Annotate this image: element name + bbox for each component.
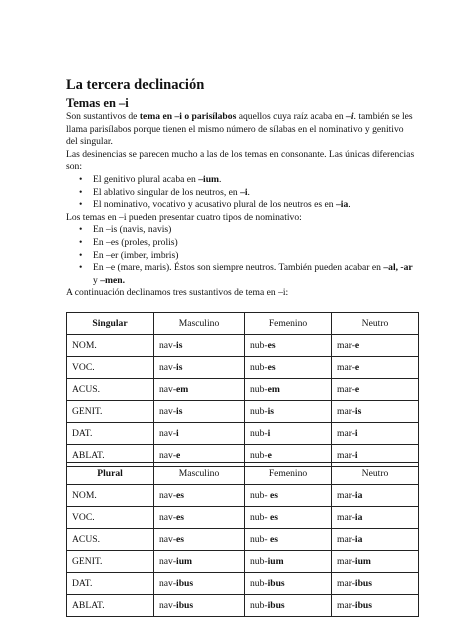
form-cell [245,335,332,357]
stem-text: nub- [250,406,268,417]
stem-text: mar- [337,340,355,351]
ending-text: es [267,362,276,373]
column-header: Neutro [332,313,419,335]
case-cell: ABLAT. [67,445,154,467]
table-row [67,357,419,379]
table-row [67,529,419,551]
plural-declension-table [66,462,419,617]
ending-text: ia [354,490,363,501]
ending-text: is [354,406,362,417]
table-row [67,401,419,423]
ending-text: es [176,490,185,501]
ending-text: em [267,384,280,395]
table-row [67,573,419,595]
form-cell [154,379,245,401]
ending-text: e [267,450,272,461]
form-cell [332,485,419,507]
stem-text: nub- [250,578,268,589]
ending-text: i [267,428,271,439]
column-header: Masculino [154,313,245,335]
text-run: aquellos cuya raíz acaba en [236,111,347,122]
ending-text: is [176,340,183,351]
stem-text: mar- [337,384,355,395]
case-cell: NOM. [67,485,154,507]
form-cell [245,551,332,573]
form-cell [332,357,419,379]
case-cell: DAT. [67,423,154,445]
stem-text: nav- [159,578,177,589]
page-title: La tercera declinación [66,77,205,93]
table-row [67,335,419,357]
stem-text: nub- [250,556,268,567]
stem-text: nav- [159,428,177,439]
ending-text: ibus [176,578,194,589]
form-cell [332,401,419,423]
ending-text: ibus [267,578,285,589]
ending-text: e [176,450,181,461]
form-cell [332,335,419,357]
section-heading: Temas en –i [66,96,129,110]
list-item: • El nominativo, vocativo y acusativo plural de los neutros es en –ia. [93,199,416,212]
column-header: Femenino [245,463,332,485]
ending-text: es [267,340,276,351]
form-cell [154,551,245,573]
form-cell [332,551,419,573]
list-item: • El ablativo singular de los neutros, en –i. [93,187,416,200]
stem-text: nub- [250,512,270,523]
tables-intro-paragraph: A continuación declinamos tres sustantivos de tema en –i: [66,287,289,299]
list-item: • En –er (imber, imbris) [93,250,416,263]
ending-text: ibus [176,600,194,611]
ending-text: ibus [267,600,285,611]
case-cell: ACUS. [67,379,154,401]
stem-text: mar- [337,600,355,611]
bold-term: tema en –i o parisílabos [139,111,237,122]
ending-text: es [269,490,278,501]
ending-text: is [176,406,183,417]
ending-text: ibus [354,600,372,611]
stem-text: nub- [250,490,270,501]
ending-text: is [267,406,274,417]
ending-text: em [176,384,189,395]
form-cell [245,379,332,401]
table-row [67,507,419,529]
column-header: Singular [67,313,154,335]
stem-text: nav- [159,384,177,395]
bold-term: –i [346,111,354,122]
form-cell [154,573,245,595]
form-cell [332,595,419,617]
intro-paragraph [66,111,416,149]
stem-text: mar- [337,512,355,523]
form-cell [245,485,332,507]
stem-text: nub- [250,600,268,611]
table-header-row [67,463,419,485]
form-cell [245,573,332,595]
ending-text: ibus [354,578,372,589]
singular-declension-table [66,312,419,467]
stem-text: nub- [250,428,268,439]
case-cell: NOM. [67,335,154,357]
form-cell [332,423,419,445]
stem-text: nav- [159,450,177,461]
ending-text: i [354,428,358,439]
differences-list [66,174,416,212]
nominative-types-list [66,224,416,287]
stem-text: mar- [337,490,355,501]
list-item: • En –is (navis, navis) [93,224,416,237]
form-cell [154,529,245,551]
form-cell [332,529,419,551]
form-cell [245,507,332,529]
ending-text: i [176,428,179,439]
case-cell: GENIT. [67,551,154,573]
ending-text: e [354,362,360,373]
ending-text: ium [354,556,371,567]
ending-text: ium [267,556,284,567]
stem-text: mar- [337,362,355,373]
form-cell [154,485,245,507]
stem-text: mar- [337,578,355,589]
stem-text: nub- [250,384,268,395]
stem-text: nav- [159,512,177,523]
form-cell [245,529,332,551]
ending-text: ia [354,512,363,523]
table-row [67,423,419,445]
form-cell [332,379,419,401]
case-cell: DAT. [67,573,154,595]
table-row [67,379,419,401]
nominative-types-paragraph: Los temas en –i pueden presentar cuatro tipos de nominativo: [66,211,302,223]
stem-text: nav- [159,340,177,351]
stem-text: nub- [250,340,268,351]
ending-text: i [354,450,358,461]
stem-text: nub- [250,450,268,461]
form-cell [245,357,332,379]
stem-text: nub- [250,534,270,545]
form-cell [154,401,245,423]
list-item: • El genitivo plural acaba en –ium. [93,174,416,187]
list-item: • En –e (mare, maris). Éstos son siempre neutros. También pueden acabar en –al, -ar y –men. [93,262,416,287]
body-text [66,111,416,300]
table-row [67,485,419,507]
stem-text: nav- [159,600,177,611]
stem-text: nav- [159,556,177,567]
form-cell [332,573,419,595]
differences-paragraph: Las desinencias se parecen mucho a las de los temas en consonante. Las únicas diferencias son: [66,148,415,173]
form-cell [154,335,245,357]
ending-text: is [176,362,183,373]
form-cell [154,507,245,529]
stem-text: mar- [337,556,355,567]
stem-text: nav- [159,534,177,545]
case-cell: VOC. [67,507,154,529]
case-cell: VOC. [67,357,154,379]
column-header: Femenino [245,313,332,335]
ending-text: es [176,512,185,523]
ending-text: es [269,512,278,523]
ending-text: e [354,340,360,351]
stem-text: nav- [159,406,177,417]
form-cell [154,423,245,445]
stem-text: mar- [337,450,355,461]
form-cell [245,595,332,617]
form-cell [154,357,245,379]
ending-text: es [269,534,278,545]
ending-text: es [176,534,185,545]
text-run: . también se les llama parisílabos porque tienen el mismo número de sílabas en el nominativo y genitivo del singular. [66,111,413,148]
column-header: Plural [67,463,154,485]
list-item: • En –es (proles, prolis) [93,237,416,250]
ending-text: ium [176,556,193,567]
ending-text: e [354,384,360,395]
ending-text: ia [354,534,363,545]
stem-text: nub- [250,362,268,373]
stem-text: mar- [337,428,355,439]
form-cell [245,401,332,423]
stem-text: nav- [159,362,177,373]
table-header-row [67,313,419,335]
table-row [67,595,419,617]
stem-text: mar- [337,534,355,545]
column-header: Neutro [332,463,419,485]
form-cell [245,423,332,445]
form-cell [154,595,245,617]
column-header: Masculino [154,463,245,485]
case-cell: ACUS. [67,529,154,551]
table-row [67,551,419,573]
form-cell [332,507,419,529]
stem-text: nav- [159,490,177,501]
case-cell: GENIT. [67,401,154,423]
stem-text: mar- [337,406,355,417]
case-cell: ABLAT. [67,595,154,617]
text-run: Son sustantivos de [66,111,140,122]
